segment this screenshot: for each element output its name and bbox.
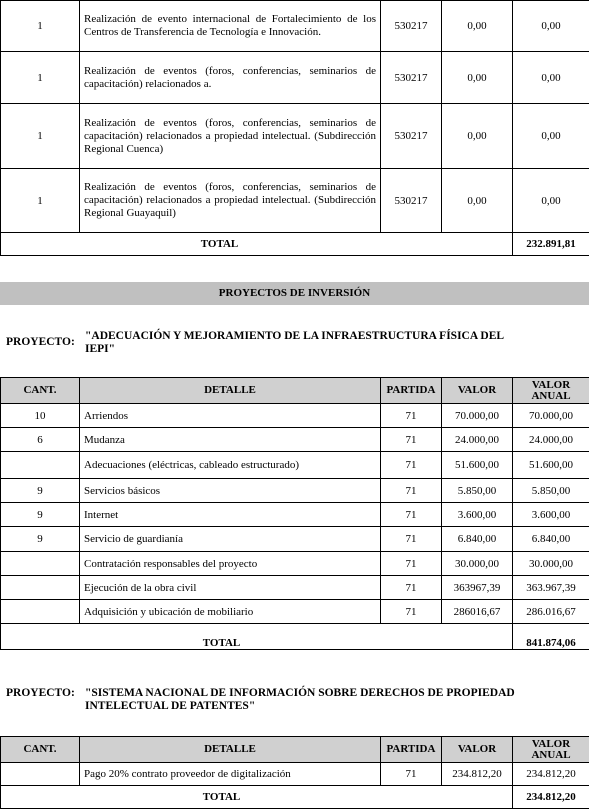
cell-cant [1, 452, 80, 479]
header-detalle: DETALLE [80, 737, 381, 763]
cell-detalle: Contratación responsables del proyecto [80, 552, 381, 576]
budget-table-project-1 [0, 377, 589, 650]
cell-detalle: Realización de eventos (foros, conferencias, seminarios de capacitación) relacionados a propiedad intelectual. (Subdirección Regional Cuenca) [80, 104, 381, 169]
total-value: 234.812,20 [513, 786, 589, 809]
cell-cant: 1 [1, 104, 80, 169]
header-partida: PARTIDA [381, 737, 442, 763]
project-label: PROYECTO: [6, 687, 75, 699]
cell-valor: 3.600,00 [442, 503, 513, 527]
cell-valor-anual: 234.812,20 [513, 763, 589, 786]
cell-valor: 0,00 [442, 52, 513, 104]
cell-cant: 9 [1, 527, 80, 552]
table-row [1, 479, 589, 503]
table-row [1, 1, 589, 52]
cell-valor-anual: 70.000,00 [513, 404, 589, 428]
table-header [1, 737, 589, 763]
cell-cant: 1 [1, 169, 80, 233]
table-row [1, 763, 589, 786]
cell-partida: 71 [381, 404, 442, 428]
cell-partida: 71 [381, 503, 442, 527]
cell-valor-anual: 0,00 [513, 1, 589, 52]
cell-partida: 530217 [381, 169, 442, 233]
total-row [1, 233, 589, 256]
cell-detalle: Mudanza [80, 428, 381, 452]
cell-valor: 30.000,00 [442, 552, 513, 576]
cell-valor-anual: 0,00 [513, 169, 589, 233]
total-label: TOTAL [1, 624, 513, 650]
header-cant: CANT. [1, 737, 80, 763]
table-row [1, 52, 589, 104]
table-row [1, 452, 589, 479]
cell-detalle: Pago 20% contrato proveedor de digitalización [80, 763, 381, 786]
cell-partida: 71 [381, 479, 442, 503]
cell-cant [1, 552, 80, 576]
table-body [1, 763, 589, 786]
cell-valor: 5.850,00 [442, 479, 513, 503]
cell-detalle: Ejecución de la obra civil [80, 576, 381, 600]
cell-cant [1, 763, 80, 786]
cell-valor: 286016,67 [442, 600, 513, 624]
cell-valor: 0,00 [442, 1, 513, 52]
total-label: TOTAL [1, 233, 513, 256]
section-title: PROYECTOS DE INVERSIÓN [0, 282, 589, 305]
cell-valor: 70.000,00 [442, 404, 513, 428]
cell-detalle: Realización de eventos (foros, conferencias, seminarios de capacitación) relacionados a. [80, 52, 381, 104]
table-row [1, 404, 589, 428]
header-valor-anual: VALOR ANUAL [513, 737, 589, 763]
cell-valor-anual: 5.850,00 [513, 479, 589, 503]
cell-detalle: Adquisición y ubicación de mobiliario [80, 600, 381, 624]
budget-table-events [0, 0, 589, 256]
total-value: 232.891,81 [513, 233, 589, 256]
cell-valor-anual: 51.600,00 [513, 452, 589, 479]
project-label: PROYECTO: [6, 336, 75, 348]
cell-cant: 1 [1, 52, 80, 104]
cell-cant: 1 [1, 1, 80, 52]
cell-valor-anual: 0,00 [513, 52, 589, 104]
cell-detalle: Adecuaciones (eléctricas, cableado estructurado) [80, 452, 381, 479]
cell-valor: 6.840,00 [442, 527, 513, 552]
cell-partida: 71 [381, 452, 442, 479]
cell-partida: 71 [381, 428, 442, 452]
cell-valor-anual: 363.967,39 [513, 576, 589, 600]
table-body [1, 404, 589, 624]
cell-cant: 9 [1, 479, 80, 503]
cell-cant: 6 [1, 428, 80, 452]
cell-valor-anual: 3.600,00 [513, 503, 589, 527]
header-valor: VALOR [442, 378, 513, 404]
cell-valor: 24.000,00 [442, 428, 513, 452]
cell-partida: 530217 [381, 104, 442, 169]
table-row [1, 503, 589, 527]
cell-valor-anual: 6.840,00 [513, 527, 589, 552]
table-row [1, 169, 589, 233]
cell-detalle: Servicio de guardianía [80, 527, 381, 552]
cell-valor: 51.600,00 [442, 452, 513, 479]
header-detalle: DETALLE [80, 378, 381, 404]
total-value: 841.874,06 [513, 624, 589, 650]
total-label: TOTAL [1, 786, 513, 809]
cell-partida: 71 [381, 763, 442, 786]
cell-partida: 71 [381, 576, 442, 600]
table-row [1, 428, 589, 452]
total-row [1, 624, 589, 650]
cell-partida: 530217 [381, 1, 442, 52]
table-row [1, 552, 589, 576]
cell-detalle: Arriendos [80, 404, 381, 428]
cell-detalle: Servicios básicos [80, 479, 381, 503]
cell-partida: 71 [381, 527, 442, 552]
cell-partida: 71 [381, 552, 442, 576]
table-row [1, 104, 589, 169]
cell-cant: 9 [1, 503, 80, 527]
table-body [1, 1, 589, 233]
header-partida: PARTIDA [381, 378, 442, 404]
budget-table-project-2 [0, 736, 589, 809]
header-valor-anual: VALOR ANUAL [513, 378, 589, 404]
cell-partida: 71 [381, 600, 442, 624]
cell-partida: 530217 [381, 52, 442, 104]
table-row [1, 600, 589, 624]
cell-detalle: Realización de evento internacional de Fortalecimiento de los Centros de Transferencia de Tecnología e Innovación. [80, 1, 381, 52]
cell-valor: 0,00 [442, 104, 513, 169]
cell-detalle: Realización de eventos (foros, conferencias, seminarios de capacitación) relacionados a propiedad intelectual. (Subdirección Regional Guayaquil) [80, 169, 381, 233]
header-valor: VALOR [442, 737, 513, 763]
project-title: "SISTEMA NACIONAL DE INFORMACIÓN SOBRE DERECHOS DE PROPIEDAD INTELECTUAL DE PATENTES" [85, 687, 515, 712]
total-row [1, 786, 589, 809]
project-title: "ADECUACIÓN Y MEJORAMIENTO DE LA INFRAESTRUCTURA FÍSICA DEL IEPI" [85, 330, 504, 355]
cell-valor: 363967,39 [442, 576, 513, 600]
header-cant: CANT. [1, 378, 80, 404]
table-row [1, 527, 589, 552]
cell-valor-anual: 24.000,00 [513, 428, 589, 452]
table-header [1, 378, 589, 404]
cell-cant [1, 600, 80, 624]
cell-valor: 234.812,20 [442, 763, 513, 786]
cell-valor-anual: 286.016,67 [513, 600, 589, 624]
cell-cant [1, 576, 80, 600]
cell-valor-anual: 0,00 [513, 104, 589, 169]
cell-valor-anual: 30.000,00 [513, 552, 589, 576]
cell-detalle: Internet [80, 503, 381, 527]
table-row [1, 576, 589, 600]
cell-valor: 0,00 [442, 169, 513, 233]
cell-cant: 10 [1, 404, 80, 428]
